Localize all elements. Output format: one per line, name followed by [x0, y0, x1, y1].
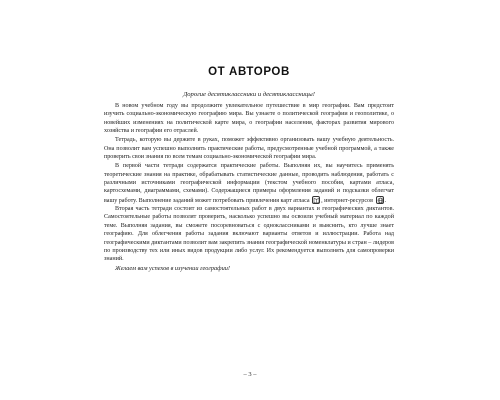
page-number: – 3 – — [243, 371, 257, 378]
greeting-line: Дорогие десятиклассники и десятиклассницы! — [183, 91, 315, 98]
page-body — [104, 66, 394, 272]
paragraph-part-one-internet: , интернет-ресурсов — [321, 197, 373, 204]
paragraph-part-two: Вторая часть тетради состоит из самостоятельных работ в двух вариантах и географических диктантов. Самостоятельные работы позволят проверить, насколько успешно вы освоили учебный материал по каждой теме. Выполняя задания, вы сможете посоревноваться с одноклассниками и выяснить, кто лучше знает географию. Для облегчения работы задания включают варианты ответов и иллюстрации. Работа над географическими диктантами позволит вам закрепить знания географической номенклатуры и стран – лидеров по производству тех или иных видов продукции либо услуг. Их рекомендуется выполнять для самопроверки знаний. — [104, 206, 394, 263]
paragraph-part-one-end: . — [384, 197, 387, 204]
closing-wish: Желаем вам успехов в изучении географии! — [115, 264, 230, 272]
paragraph-notebook: Тетрадь, которую вы держите в руках, поможет эффективно организовать вашу учебную деятельность. Она позволит вам успешно выполнить практические работы, предусмотренные учебной программой, а также проверить свои знания по всем темам социально-экономической географии мира. — [104, 137, 394, 161]
page-title: ОТ АВТОРОВ — [208, 66, 290, 78]
paragraph-intro: В новом учебном году вы продолжите увлекательное путешествие в мир географии. Вам предстоит изучить социально-экономическую географию мира. Вы узнаете о политической географии и геополитике, о новейших изменениях на политической карте мира, о географии населения, факторах развития мирового хозяйства и географии его отраслей. — [104, 103, 394, 135]
paragraph-part-one-text: В первой части тетради содержатся практические работы. Выполняя их, вы научитесь применять теоретические знания на практике, обрабатывать статистические данные, проводить наблюдения, работать с различными источниками географической информации (текстом учебного пособия, картами атласа, картосхемами, диаграммами, схемами). Содержащиеся примеры оформления заданий и подсказки облегчат вашу работу. Выполнение заданий может потребовать привлечения карт атласа — [104, 163, 394, 204]
paragraph-part-one — [104, 162, 394, 205]
internet-globe-icon — [376, 196, 384, 204]
atlas-icon — [312, 196, 320, 204]
